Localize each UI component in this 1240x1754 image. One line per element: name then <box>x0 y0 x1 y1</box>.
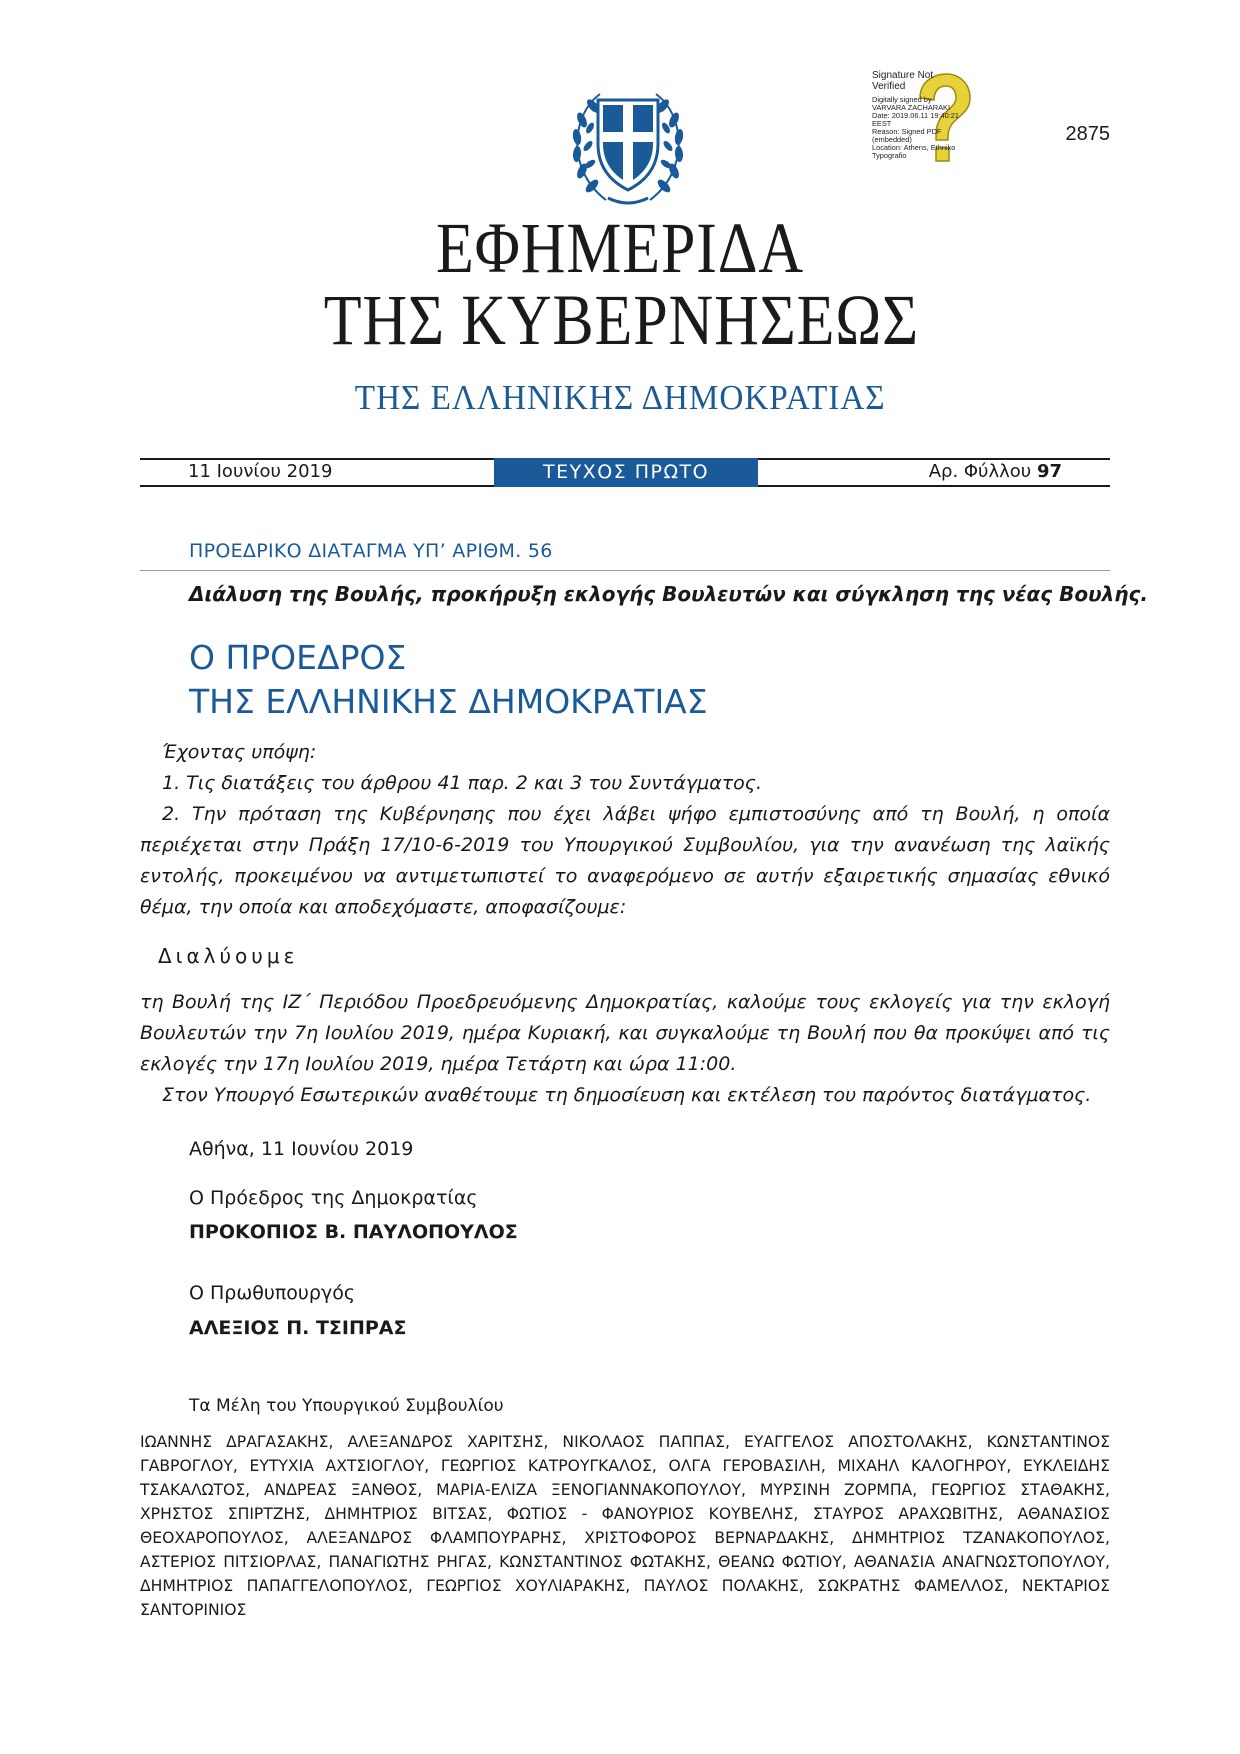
considering-item-2: 2. Την πρόταση της Κυβέρνησης που έχει λάβει ψήφο εμπιστοσύνης από τη Βουλή, η οποία περιέχεται στην Πράξη 17/10-6-2019 του Υπουργικού Συμβουλίου, για την ανανέωση της λαϊκής εντολής, προκειμένου να αντιμετωπιστεί το αναφερόμενο σε αυτήν εξαιρετικής σημασίας εθνικό θέμα, την οποία και αποδεχόμαστε, αποφασίζουμε: <box>140 803 1110 918</box>
signature-detail-line: Date: 2019.06.11 19:40:21 <box>872 111 959 120</box>
pm-name: ΑΛΕΞΙΟΣ Π. ΤΣΙΠΡΑΣ <box>189 1317 407 1339</box>
signature-detail-line: Typografio <box>872 151 907 160</box>
place-date: Αθήνα, 11 Ιουνίου 2019 <box>189 1138 414 1160</box>
sheet-label: Αρ. Φύλλου <box>928 461 1032 482</box>
considering-item-1: 1. Τις διατάξεις του άρθρου 41 παρ. 2 και 3 του Συντάγματος. <box>162 772 762 794</box>
signature-status-line1: Signature Not <box>872 70 934 81</box>
signature-detail-line: (embedded) <box>872 135 912 144</box>
issue-date: 11 Ιουνίου 2019 <box>188 461 333 482</box>
signature-detail-line: Location: Athens, Ethniko <box>872 143 956 152</box>
signature-status-line2: Verified <box>872 81 906 92</box>
signature-detail-line: VARVARA ZACHARAKI <box>872 103 951 112</box>
gazette-title-line1: ΕΦΗΜΕΡΙΔΑ <box>435 208 804 288</box>
dissolve-word: Διαλύουμε <box>158 944 299 968</box>
signature-detail-line: Digitally signed by <box>872 95 932 104</box>
president-heading-line2: ΤΗΣ ΕΛΛΗΝΙΚΗΣ ΔΗΜΟΚΡΑΤΙΑΣ <box>189 682 708 721</box>
sheet-number <box>929 461 1062 483</box>
president-role: Ο Πρόεδρος της Δημοκρατίας <box>189 1187 478 1209</box>
signature-detail-line: Reason: Signed PDF <box>872 127 942 136</box>
president-name: ΠΡΟΚΟΠΙΟΣ Β. ΠΑΥΛΟΠΟΥΛΟΣ <box>189 1221 518 1243</box>
gazette-title-line2: ΤΗΣ ΚΥΒΕΡΝΗΣΕΩΣ <box>323 280 920 360</box>
decree-subject: Διάλυση της Βουλής, προκήρυξη εκλογής Βουλευτών και σύγκληση της νέας Βουλής. <box>189 582 1148 606</box>
digital-signature-stamp <box>872 70 982 170</box>
decree-number: ΠΡΟΕΔΡΙΚΟ ΔΙΑΤΑΓΜΑ ΥΠ’ ΑΡΙΘΜ. 56 <box>189 540 553 562</box>
page-number: 2875 <box>1065 123 1110 145</box>
sheet-number-value: 97 <box>1036 461 1062 482</box>
considering-label: Έχοντας υπόψη: <box>162 741 317 763</box>
decree-rule <box>140 570 1110 571</box>
cabinet-members-list: ΙΩΑΝΝΗΣ ΔΡΑΓΑΣΑΚΗΣ, ΑΛΕΞΑΝΔΡΟΣ ΧΑΡΙΤΣΗΣ, ΝΙΚΟΛΑΟΣ ΠΑΠΠΑΣ, ΕΥΑΓΓΕΛΟΣ ΑΠΟΣΤΟΛΑΚΗΣ, ΚΩΝΣΤΑΝΤΙΝΟΣ ΓΑΒΡΟΓΛΟΥ, ΕΥΤΥΧΙΑ ΑΧΤΣΙΟΓΛΟΥ, ΓΕΩΡΓΙΟΣ ΚΑΤΡΟΥΓΚΑΛΟΣ, ΟΛΓΑ ΓΕΡΟΒΑΣΙΛΗ, ΜΙΧΑΗΛ ΚΑΛΟΓΗΡΟΥ, ΕΥΚΛΕΙΔΗΣ ΤΣΑΚΑΛΩΤΟΣ, ΑΝΔΡΕΑΣ ΞΑΝΘΟΣ, ΜΑΡΙΑ-ΕΛΙΖΑ ΞΕΝΟΓΙΑΝΝΑΚΟΠΟΥΛΟΥ, ΜΥΡΣΙΝΗ ΖΟΡΜΠΑ, ΓΕΩΡΓΙΟΣ ΣΤΑΘΑΚΗΣ, ΧΡΗΣΤΟΣ ΣΠΙΡΤΖΗΣ, ΔΗΜΗΤΡΙΟΣ ΒΙΤΣΑΣ, ΦΩΤΙΟΣ - ΦΑΝΟΥΡΙΟΣ ΚΟΥΒΕΛΗΣ, ΣΤΑΥΡΟΣ ΑΡΑΧΩΒΙΤΗΣ, ΑΘΑΝΑΣΙΟΣ ΘΕΟΧΑΡΟΠΟΥΛΟΣ, ΑΛΕΞΑΝΔΡΟΣ ΦΛΑΜΠΟΥΡΑΡΗΣ, ΧΡΙΣΤΟΦΟΡΟΣ ΒΕΡΝΑΡΔΑΚΗΣ, ΔΗΜΗΤΡΙΟΣ ΤΖΑΝΑΚΟΠΟΥΛΟΣ, ΑΣΤΕΡΙΟΣ ΠΙΤΣΙΟΡΛΑΣ, ΠΑΝΑΓΙΩΤΗΣ ΡΗΓΑΣ, ΚΩΝΣΤΑΝΤΙΝΟΣ ΦΩΤΑΚΗΣ, ΘΕΑΝΩ ΦΩΤΙΟΥ, ΑΘΑΝΑΣΙΑ ΑΝΑΓΝΩΣΤΟΠΟΥΛΟΥ, ΔΗΜΗΤΡΙΟΣ ΠΑΠΑΓΓΕΛΟΠΟΥΛΟΣ, ΓΕΩΡΓΙΟΣ ΧΟΥΛΙΑΡΑΚΗΣ, ΠΑΥΛΟΣ ΠΟΛΑΚΗΣ, ΣΩΚΡΑΤΗΣ ΦΑΜΕΛΛΟΣ, ΝΕΚΤΑΡΙΟΣ ΣΑΝΤΟΡΙΝΙΟΣ <box>140 1433 1110 1619</box>
greek-coat-of-arms-icon <box>568 82 688 210</box>
publication-paragraph: Στον Υπουργό Εσωτερικών αναθέτουμε τη δημοσίευση και εκτέλεση του παρόντος διατάγματος. <box>162 1084 1092 1106</box>
signature-detail-line: EEST <box>872 119 892 128</box>
pm-role: Ο Πρωθυπουργός <box>189 1282 356 1304</box>
issue-label-badge: ΤΕΥΧΟΣ ΠΡΩΤΟ <box>494 458 758 487</box>
dissolution-paragraph: τη Βουλή της ΙΖ΄ Περιόδου Προεδρευόμενης Δημοκρατίας, καλούμε τους εκλογείς για την εκλογή Βουλευτών την 7η Ιουλίου 2019, ημέρα Κυριακή, και συγκαλούμε τη Βουλή που θα προκύψει από τις εκλογές την 17η Ιουλίου 2019, ημέρα Τετάρτη και ώρα 11:00. <box>140 991 1110 1075</box>
gazette-subtitle: ΤΗΣ ΕΛΛΗΝΙΚΗΣ ΔΗΜΟΚΡΑΤΙΑΣ <box>354 378 886 417</box>
president-heading-line1: Ο ΠΡΟΕΔΡΟΣ <box>189 638 407 677</box>
cabinet-members-title: Τα Μέλη του Υπουργικού Συμβουλίου <box>189 1396 504 1416</box>
